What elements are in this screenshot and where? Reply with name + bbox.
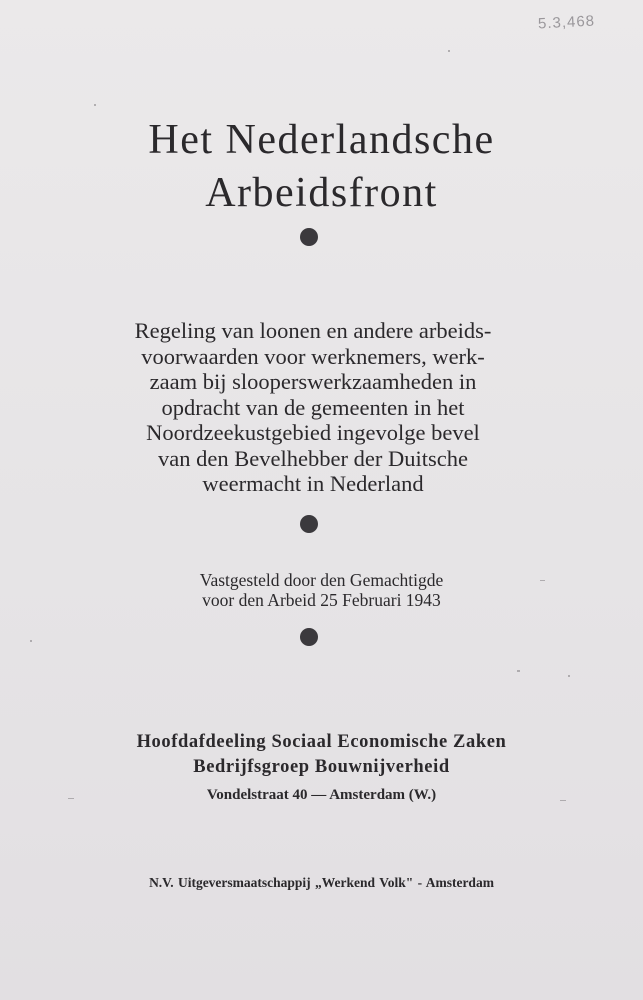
bullet-dot-icon	[300, 228, 318, 246]
publisher-imprint: N.V. Uitgeversmaatschappij „Werkend Volk" - Amsterdam	[149, 875, 494, 890]
title-line-2: Arbeidsfront	[205, 170, 438, 216]
description-line: Noordzeekustgebied ingevolge bevel	[146, 420, 480, 445]
description-line: opdracht van de gemeenten in het	[161, 394, 465, 420]
adopted-line-2: voor den Arbeid 25 Februari 1943	[202, 590, 441, 610]
address: Vondelstraat 40 — Amsterdam (W.)	[206, 787, 437, 803]
description-line: zaam bij slooperswerkzaamheden in	[149, 369, 477, 394]
paper-speck	[448, 50, 450, 52]
description-line: voorwaarden voor werknemers, werk-	[141, 343, 485, 369]
paper-speck	[30, 640, 32, 642]
paper-speck	[517, 670, 520, 672]
adopted-line-1: Vastgesteld door den Gemachtigde	[199, 570, 444, 590]
department-name: Hoofdafdeeling Sociaal Economische Zaken	[136, 732, 507, 752]
paper-speck	[68, 798, 74, 799]
paper-speck	[568, 675, 570, 677]
paper-speck	[94, 104, 96, 106]
bullet-dot-icon	[300, 628, 318, 646]
description-line: van den Bevelhebber der Duitsche	[158, 445, 468, 471]
archive-number: 5.3,468	[537, 12, 596, 33]
business-group: Bedrijfsgroep Bouwnijverheid	[193, 757, 450, 777]
description-line: weermacht in Nederland	[202, 471, 424, 496]
bullet-dot-icon	[300, 515, 318, 533]
title-line-1: Het Nederlandsche	[148, 117, 495, 163]
paper-speck	[560, 800, 566, 801]
description-line: Regeling van loonen en andere arbeids-	[134, 318, 492, 343]
paper-speck	[540, 580, 545, 581]
regulation-description	[87, 318, 539, 497]
